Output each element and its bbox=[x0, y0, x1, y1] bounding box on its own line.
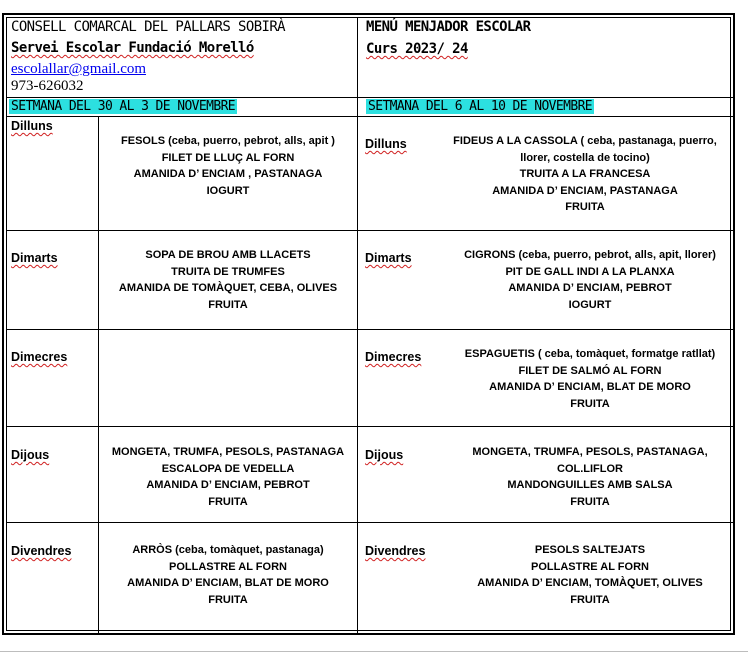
menu-line: AMANIDA D’ ENCIAM, BLAT DE MORO bbox=[489, 381, 691, 393]
week1-menu-tuesday bbox=[99, 247, 357, 313]
week2-day-wednesday: Dimecres bbox=[365, 350, 422, 364]
menu-line: AMANIDA D’ ENCIAM, BLAT DE MORO bbox=[127, 577, 329, 589]
email-link[interactable]: escolallar@gmail.com bbox=[11, 61, 147, 77]
row-divider bbox=[6, 426, 733, 427]
week2-day-thursday: Dijous bbox=[365, 448, 404, 462]
course-label: Curs 2023/ 24 bbox=[366, 41, 468, 57]
row-divider bbox=[6, 522, 733, 523]
week2-day-monday: Dilluns bbox=[365, 137, 407, 151]
week1-day-wednesday: Dimecres bbox=[11, 350, 68, 364]
menu-line: CIGRONS (ceba, puerro, pebrot, alls, apit, llorer) bbox=[464, 249, 716, 261]
menu-line: TRUITA DE TRUMFES bbox=[171, 265, 285, 278]
week1-menu-friday bbox=[99, 542, 357, 608]
menu-line: FRUITA bbox=[208, 298, 248, 311]
menu-line: MONGETA, TRUMFA, PESOLS, PASTANAGA, bbox=[472, 446, 708, 458]
menu-line: COL.LIFLOR bbox=[557, 462, 623, 475]
menu-line: MONGETA, TRUMFA, PESOLS, PASTANAGA bbox=[111, 446, 345, 458]
menu-line: AMANIDA D’ ENCIAM, PEBROT bbox=[146, 479, 310, 491]
week2-day-tuesday: Dimarts bbox=[365, 251, 412, 265]
menu-line: FRUITA bbox=[208, 593, 248, 606]
menu-line: ARRÒS (ceba, tomàquet, pastanaga) bbox=[132, 544, 324, 556]
menu-line: FRUITA bbox=[208, 495, 248, 508]
page-bottom-rule bbox=[0, 651, 748, 652]
menu-line: FRUITA bbox=[565, 201, 605, 213]
menu-title: MENÚ MENJADOR ESCOLAR bbox=[366, 19, 531, 35]
menu-line: FIDEUS A LA CASSOLA ( ceba, pastanaga, puerro, bbox=[453, 135, 717, 147]
phone-number: 973-626032 bbox=[11, 78, 84, 94]
menu-line: AMANIDA D’ ENCIAM , PASTANAGA bbox=[133, 168, 323, 180]
week2-menu-friday bbox=[440, 542, 740, 608]
menu-line: AMANIDA DE TOMÀQUET, CEBA, OLIVES bbox=[118, 282, 338, 294]
menu-line: AMANIDA D’ ENCIAM, PASTANAGA bbox=[492, 184, 678, 197]
row-divider bbox=[6, 329, 733, 330]
menu-line: POLLASTRE AL FORN bbox=[169, 560, 287, 573]
center-divider bbox=[357, 17, 358, 633]
week1-label: SETMANA DEL 30 AL 3 DE NOVEMBRE bbox=[11, 99, 236, 114]
menu-line: FRUITA bbox=[570, 397, 610, 410]
week1-menu-thursday bbox=[99, 444, 357, 510]
header-divider bbox=[6, 97, 733, 98]
week2-menu-thursday bbox=[440, 444, 740, 510]
week1-menu-monday bbox=[99, 133, 357, 199]
menu-line: ESPAGUETIS ( ceba, tomàquet, formatge ratllat) bbox=[464, 348, 716, 360]
week2-menu-monday bbox=[440, 133, 730, 216]
service-name: Servei Escolar Fundació Morelló bbox=[11, 40, 254, 56]
menu-line: SOPA DE BROU AMB LLACETS bbox=[145, 249, 311, 261]
menu-line: PIT DE GALL INDI A LA PLANXA bbox=[505, 265, 675, 278]
menu-line: ESCALOPA DE VEDELLA bbox=[161, 462, 295, 475]
menu-line: AMANIDA D’ ENCIAM, PEBROT bbox=[508, 282, 672, 294]
week2-menu-tuesday bbox=[440, 247, 740, 313]
menu-line: POLLASTRE AL FORN bbox=[531, 560, 649, 573]
week2-menu-wednesday bbox=[440, 346, 740, 412]
week1-day-monday: Dilluns bbox=[11, 119, 53, 133]
week2-day-friday: Divendres bbox=[365, 544, 426, 558]
menu-line: FILET DE LLUÇ AL FORN bbox=[161, 151, 295, 164]
menu-line: IOGURT bbox=[568, 298, 612, 311]
menu-line: PESOLS SALTEJATS bbox=[534, 544, 646, 556]
org-name: CONSELL COMARCAL DEL PALLARS SOBIRÀ bbox=[11, 19, 286, 35]
menu-line: FRUITA bbox=[570, 593, 610, 606]
week1-day-thursday: Dijous bbox=[11, 448, 50, 462]
menu-line: FESOLS (ceba, puerro, pebrot, alls, apit ) bbox=[121, 135, 335, 147]
week-label-divider bbox=[6, 116, 733, 117]
menu-line: FRUITA bbox=[570, 495, 610, 508]
week2-label: SETMANA DEL 6 AL 10 DE NOVEMBRE bbox=[368, 99, 593, 114]
menu-line: FILET DE SALMÓ AL FORN bbox=[518, 364, 662, 377]
menu-line: IOGURT bbox=[206, 184, 250, 197]
menu-line: AMANIDA D’ ENCIAM, TOMÀQUET, OLIVES bbox=[477, 577, 703, 589]
row-divider bbox=[6, 230, 733, 231]
menu-line: TRUITA A LA FRANCESA bbox=[519, 168, 651, 180]
menu-line: MANDONGUILLES AMB SALSA bbox=[507, 479, 673, 491]
week1-day-friday: Divendres bbox=[11, 544, 72, 558]
menu-line: llorer, costella de tocino) bbox=[520, 151, 650, 164]
week1-day-tuesday: Dimarts bbox=[11, 251, 58, 265]
